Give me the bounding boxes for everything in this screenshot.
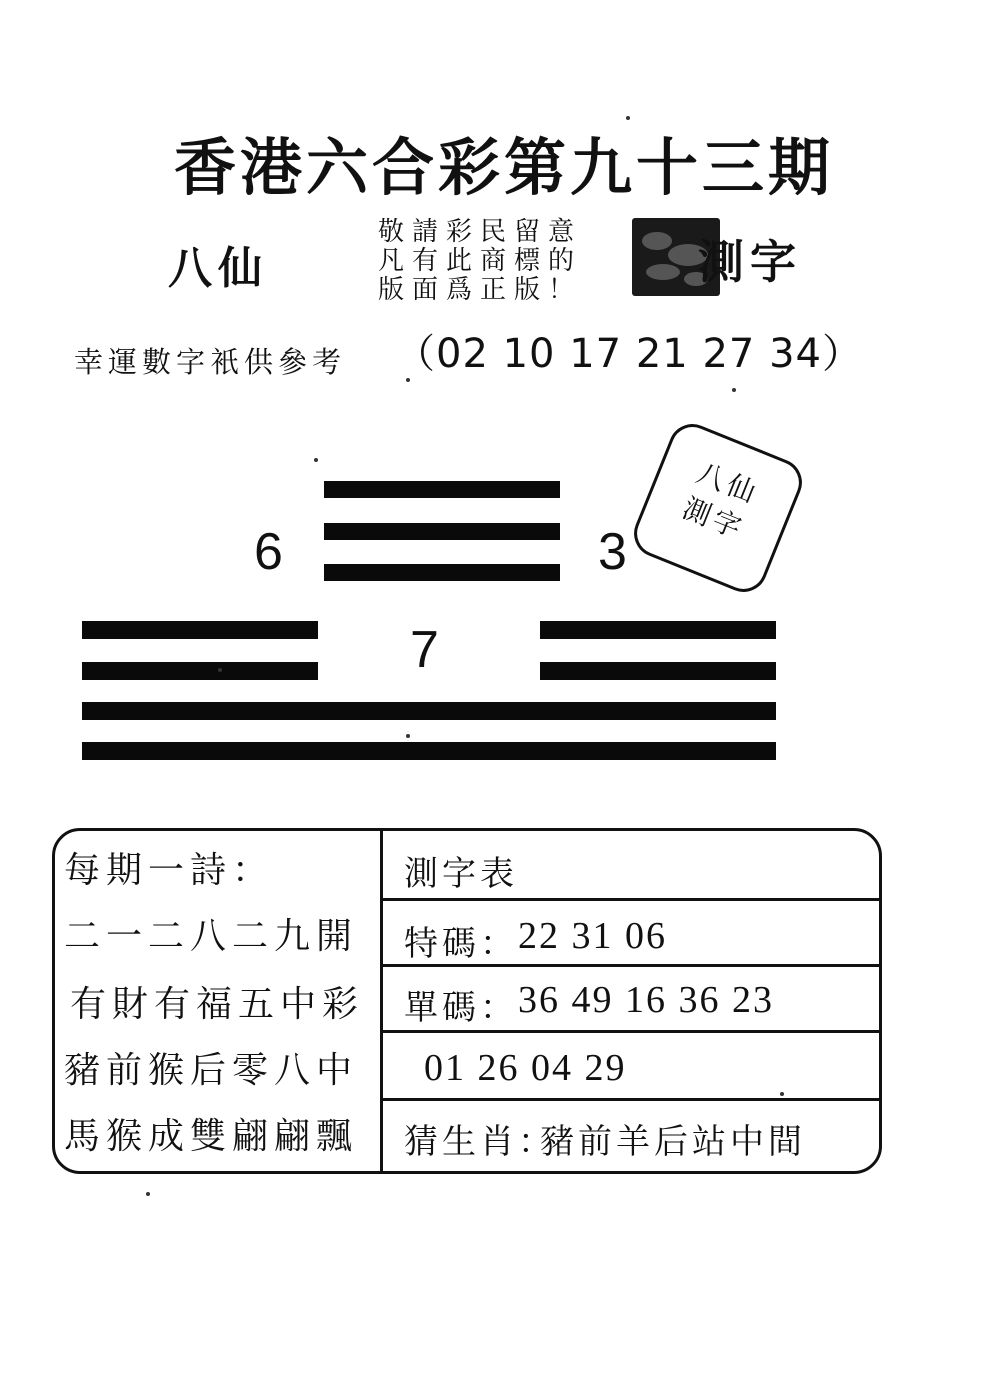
lower-trigram-line-left: [82, 662, 318, 680]
page-title: 香港六合彩第九十三期: [173, 131, 834, 204]
stamp-line: 測字: [677, 491, 750, 546]
lucky-numbers-label: 幸運數字衹供參考: [74, 345, 347, 379]
upper-trigram-line: [324, 564, 560, 581]
table-title: 測字表: [404, 854, 518, 894]
lower-trigram-line-full: [82, 702, 776, 720]
scan-speck: [146, 1192, 150, 1196]
special-label: 特碼：: [404, 924, 518, 964]
right-number: 3: [598, 523, 627, 581]
notice-line: 凡有此商標的: [378, 246, 583, 276]
scan-speck: [218, 668, 222, 672]
scan-speck: [626, 116, 630, 120]
special-numbers: 22 31 06: [518, 915, 667, 957]
left-number: 6: [254, 523, 283, 581]
zodiac-text: 豬前羊后站中間: [540, 1122, 806, 1162]
brand-name: 八仙: [168, 243, 268, 294]
lower-trigram-line-right: [540, 621, 776, 639]
upper-trigram-line: [324, 523, 560, 540]
poem-line: 豬前猴后零八中: [64, 1050, 359, 1091]
single-numbers: 36 49 16 36 23: [518, 979, 774, 1021]
upper-trigram-line: [324, 481, 560, 498]
bagua-stamp: [627, 417, 809, 599]
scan-speck: [406, 378, 410, 382]
logo-title: 測字: [698, 235, 802, 289]
lower-trigram-line-full: [82, 742, 776, 760]
poem-heading: 每期一詩：: [64, 850, 275, 891]
scan-speck: [780, 1092, 784, 1096]
poem-line: 有財有福五中彩: [70, 984, 365, 1025]
notice-line: 敬請彩民留意: [378, 217, 583, 247]
poem-line: 二一二八二九開: [64, 916, 359, 957]
scan-speck: [406, 734, 410, 738]
center-number: 7: [410, 621, 439, 679]
notice-line: 版面爲正版！: [378, 275, 583, 305]
scan-speck: [314, 458, 318, 462]
lower-trigram-line-left: [82, 621, 318, 639]
table-rule: [383, 1030, 879, 1033]
table-rule: [383, 1098, 879, 1101]
zodiac-label: 猜生肖：: [404, 1122, 556, 1162]
scan-speck: [732, 388, 736, 392]
authenticity-notice: [378, 218, 582, 305]
single-label: 單碼：: [404, 988, 518, 1028]
stamp-line: 八仙: [692, 456, 764, 511]
lucky-numbers: （02 10 17 21 27 34）: [395, 331, 863, 377]
single-numbers-continued: 01 26 04 29: [424, 1047, 627, 1089]
table-rule: [383, 898, 879, 901]
poem-line: 馬猴成雙翩翩飄: [64, 1116, 359, 1157]
panel-divider: [380, 828, 383, 1174]
table-rule: [383, 964, 879, 967]
lower-trigram-line-right: [540, 662, 776, 680]
